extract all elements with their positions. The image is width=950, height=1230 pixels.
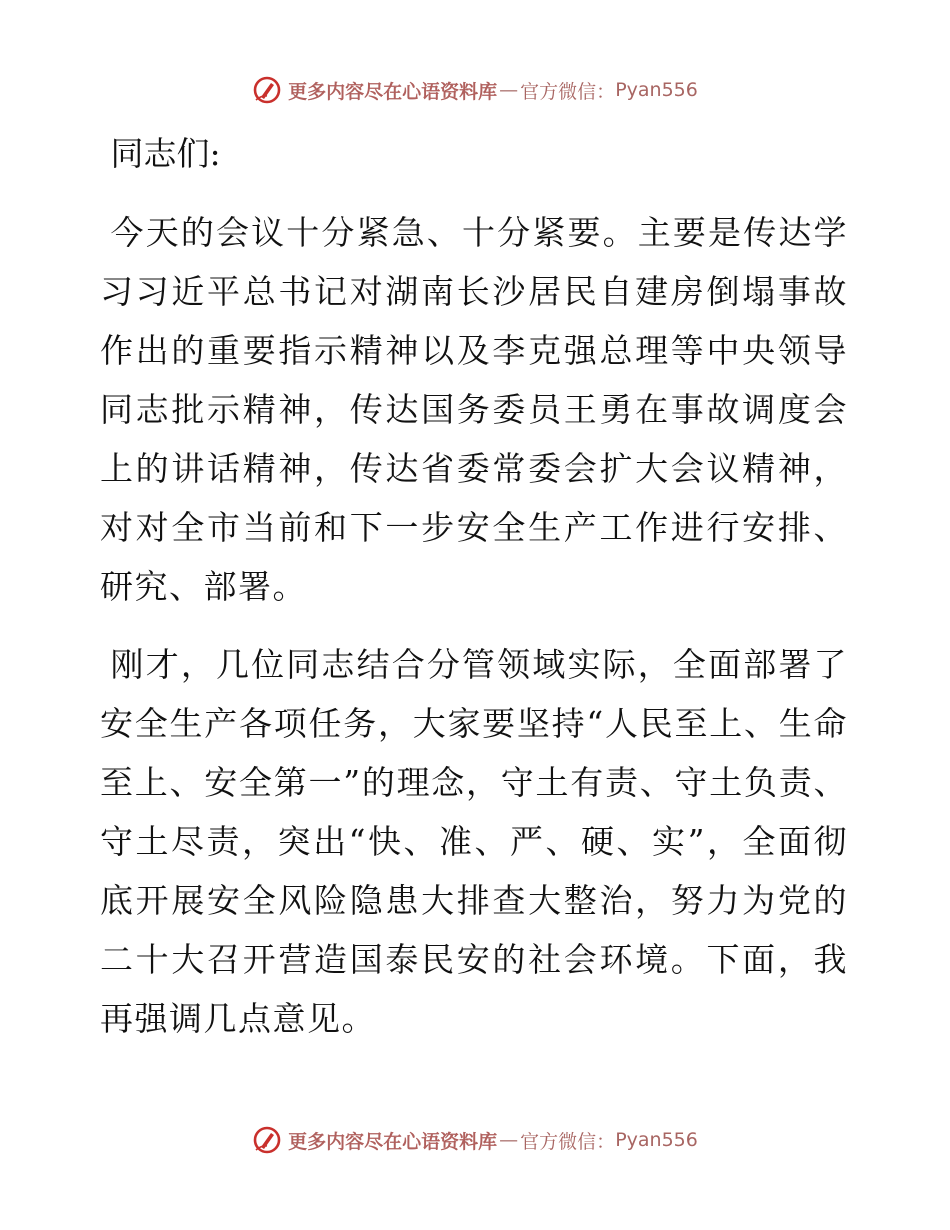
banner-wechat-id: Pyan556 [615,79,698,101]
paragraph-2: 刚才，几位同志结合分管领域实际，全面部署了安全生产各项任务，大家要坚持“人民至上、生命至上、安全第一”的理念，守土有责、守土负责、守土尽责，突出“快、准、严、硬、实”，全面彻底开展安全风险隐患大排查大整治，努力为党的二十大召开营造国泰民安的社会环境。下面，我再强调几点意见。 [100,645,848,1038]
banner-wechat-id: Pyan556 [615,1129,698,1151]
banner-wechat-label: 官方微信： [520,1130,616,1153]
header-banner [0,70,950,110]
footer-banner [0,1120,950,1160]
banner-brand-text: 更多内容尽在心语资料库 [288,1130,498,1153]
document-body [100,124,848,1067]
quill-logo-icon [252,75,282,105]
quill-logo-icon [252,1125,282,1155]
salutation: 同志们: [110,134,221,173]
paragraph-1: 今天的会议十分紧急、十分紧要。主要是传达学习习近平总书记对湖南长沙居民自建房倒塌事故作出的重要指示精神以及李克强总理等中央领导同志批示精神，传达国务委员王勇在事故调度会上的讲话精神，传达省委常委会扩大会议精神，对对全市当前和下一步安全生产工作进行安排、研究、部署。 [100,213,848,606]
banner-separator: — [499,79,519,101]
banner-brand-text: 更多内容尽在心语资料库 [288,80,498,103]
banner-separator: — [499,1129,519,1151]
banner-wechat-label: 官方微信： [520,80,616,103]
